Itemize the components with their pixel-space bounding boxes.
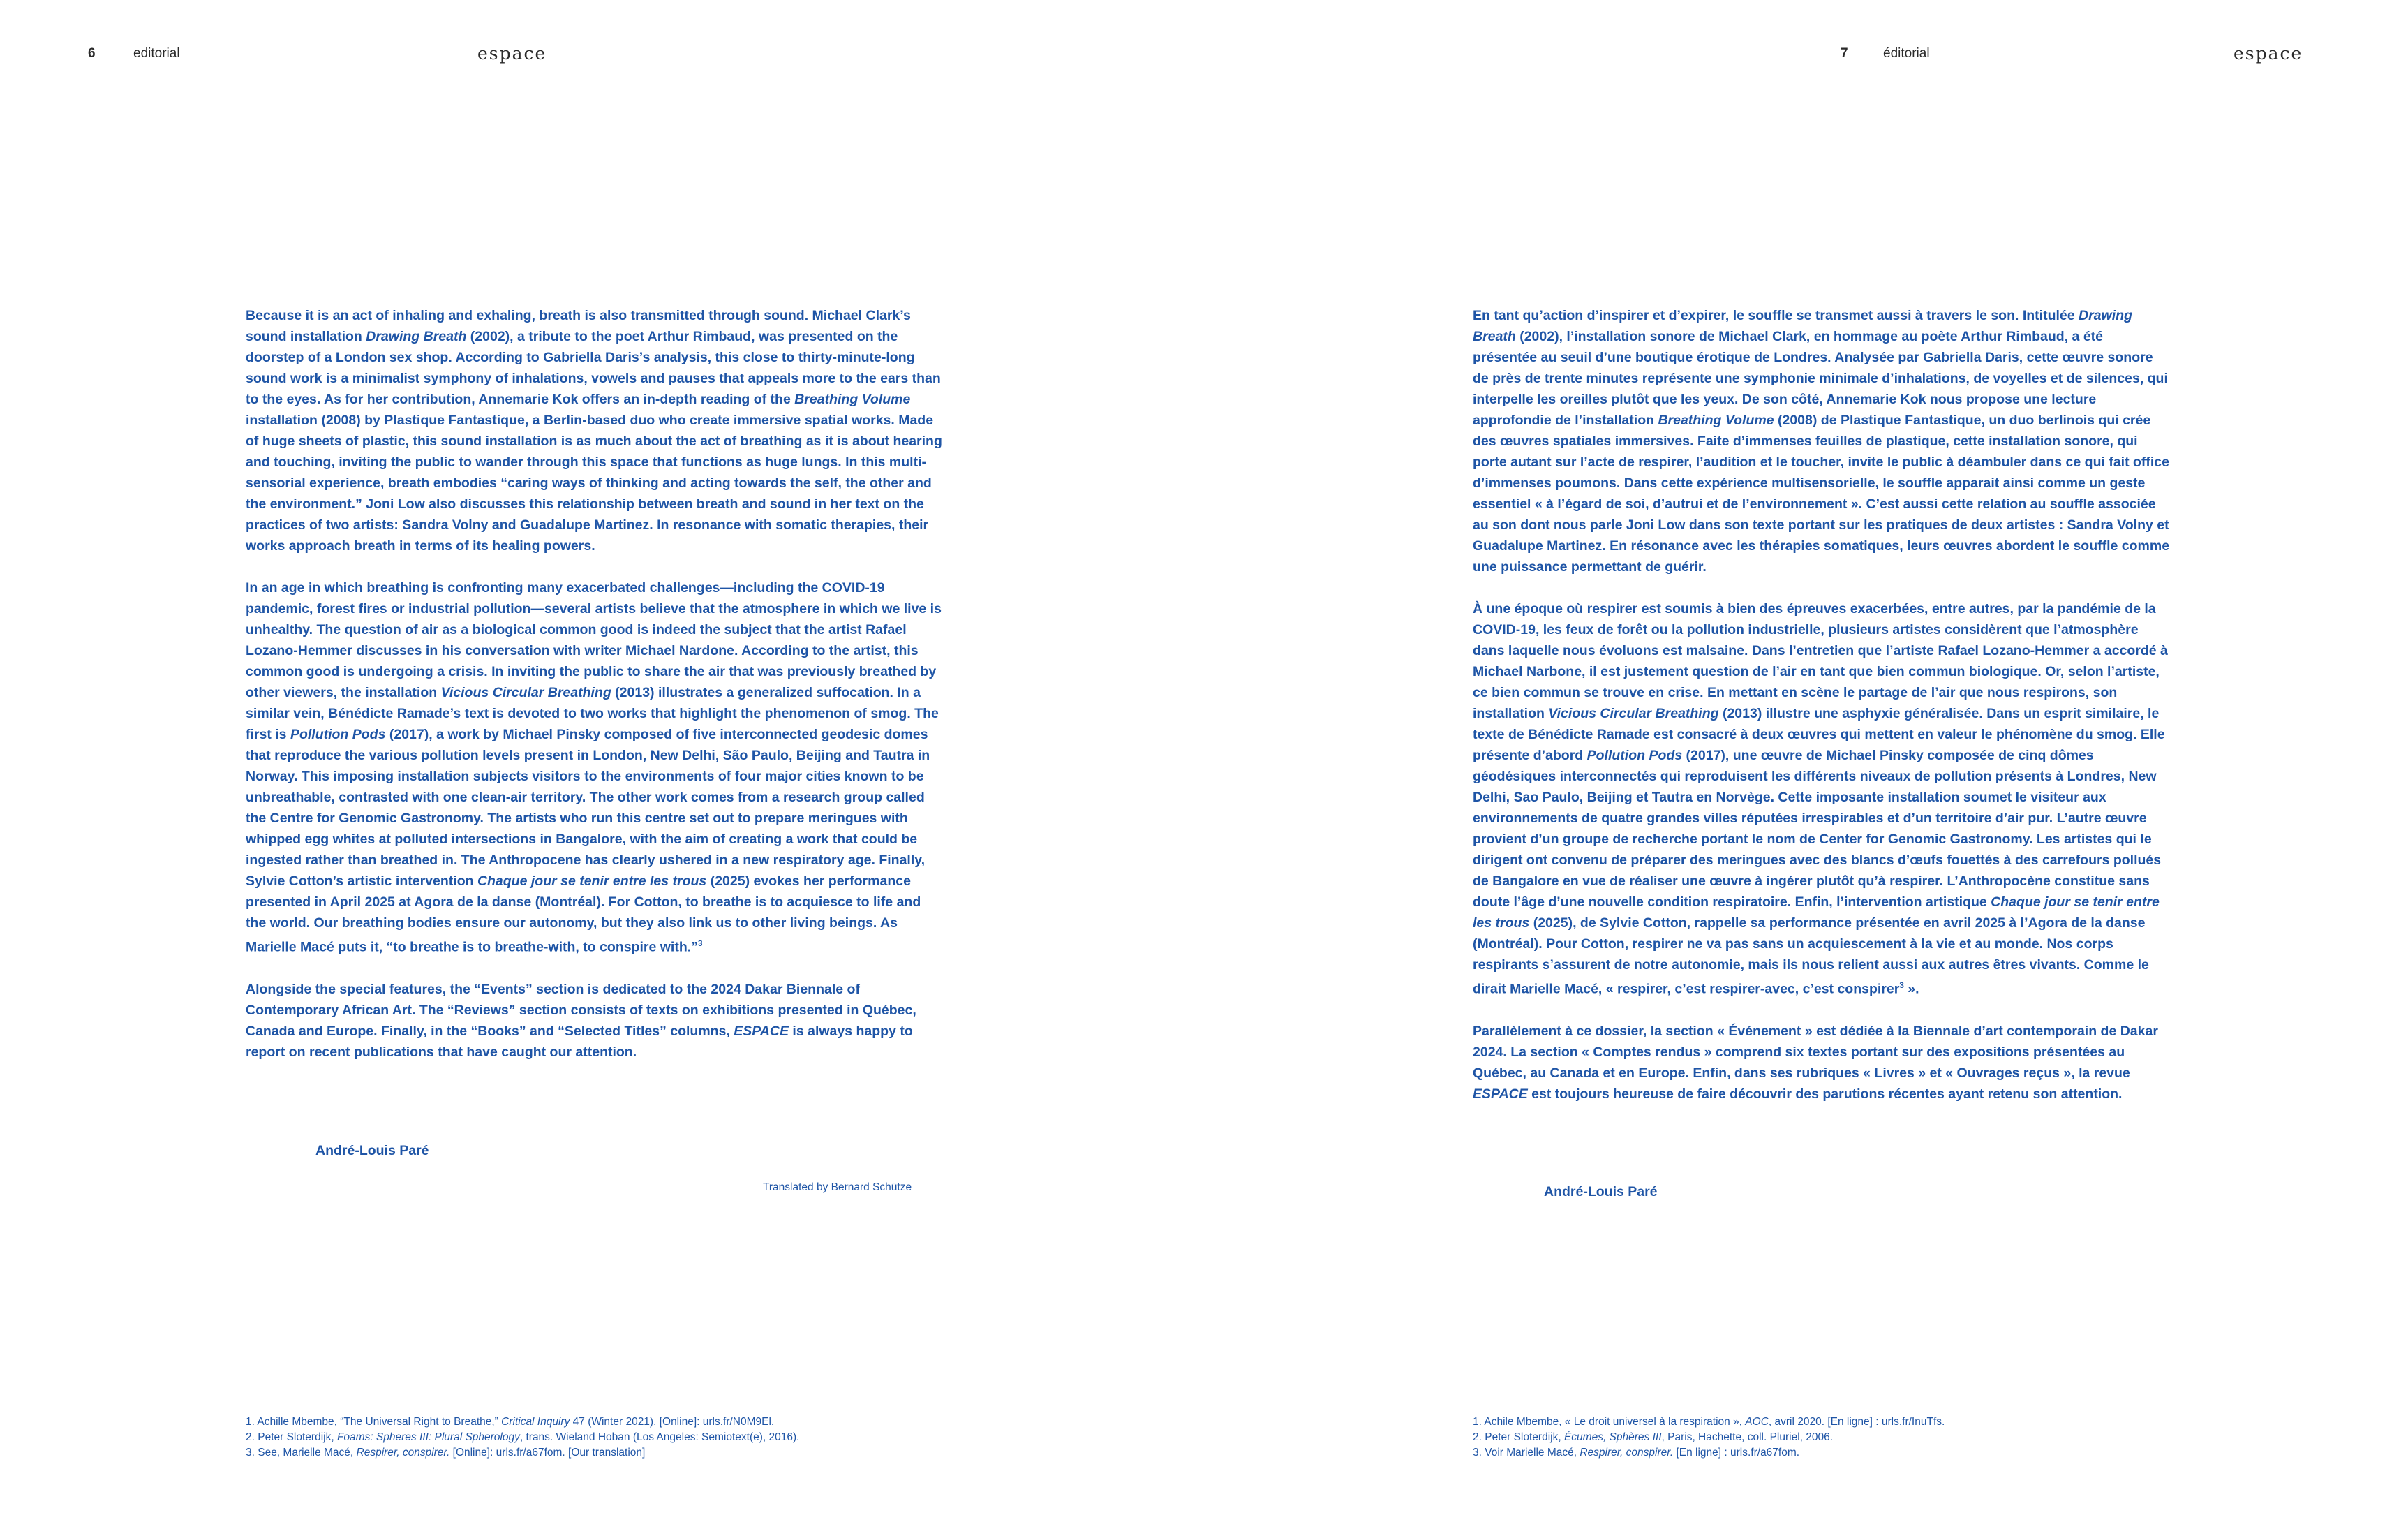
author-signature: André-Louis Paré — [1544, 1184, 1658, 1199]
editorial-body-en — [246, 305, 944, 1084]
section-label: éditorial — [1883, 46, 1930, 61]
footnote: 3. Voir Marielle Macé, Respirer, conspirer. [En ligne] : urls.fr/a67fom. — [1473, 1447, 1800, 1459]
paragraph: Because it is an act of inhaling and exhaling, breath is also transmitted through sound. Michael Clark’s sound installation Drawing Breath (2002), a tribute to the poet Arthur Rimbaud, was presented on the doorstep of a London sex shop. According to Gabriella Daris’s analysis, this close to thirty-minute-long sound work is a minimalist symphony of inhalations, vowels and pauses that appeals more to the ears than to the eyes. As for her contribution, Annemarie Kok offers an in-depth reading of the Breathing Volume installation (2008) by Plastique Fantastique, a Berlin-based duo who create immersive spatial works. Made of huge sheets of plastic, this sound installation is as much about the act of breathing as it is about hearing and touching, inviting the public to wander through this space that functions as huge lungs. In this multi-sensorial experience, breath embodies “caring ways of thinking and acting towards the self, the other and the environment.” Joni Low also discusses this relationship between breath and sound in her text on the practices of two artists: Sandra Volny and Guadalupe Martinez. In resonance with somatic therapies, their works approach breath in terms of its healing powers. — [246, 308, 942, 554]
espace-logo: espace — [2234, 43, 2303, 64]
page-number: 7 — [1841, 46, 1848, 61]
footnote: 3. See, Marielle Macé, Respirer, conspirer. [Online]: urls.fr/a67fom. [Our translation] — [246, 1447, 646, 1459]
footnote: 1. Achille Mbembe, “The Universal Right to Breathe,” Critical Inquiry 47 (Winter 2021). [Online]: urls.fr/N0M9El. — [246, 1416, 775, 1428]
section-label: editorial — [133, 46, 180, 61]
paragraph: En tant qu’action d’inspirer et d’expirer, le souffle se transmet aussi à travers le son. Intitulée Drawing Breath (2002), l’installation sonore de Michael Clark, en hommage au poète Arthur Rimbaud, a été présentée au seuil d’une boutique érotique de Londres. Analysée par Gabriella Daris, cette œuvre sonore de près de trente minutes représente une symphonie minimale d’inhalations, de voyelles et de silences, qui interpelle les oreilles plutôt que les yeux. De son côté, Annemarie Kok nous propose une lecture approfondie de l’installation Breathing Volume (2008) de Plastique Fantastique, un duo berlinois qui crée des œuvres spatiales immersives. Faite d’immenses feuilles de plastique, cette installation sonore, qui porte autant sur l’acte de respirer, l’audition et le toucher, invite le public à déambuler dans ce qui fait office d’immenses poumons. Dans cette expérience multisensorielle, le souffle apparait ainsi comme un geste essentiel « à l’égard de soi, d’autrui et de l’environnement ». C’est aussi cette relation au souffle associée au son dont nous parle Joni Low dans son texte portant sur les pratiques de deux artistes : Sandra Volny et Guadalupe Martinez. En résonance avec les thérapies somatiques, leurs œuvres abordent le souffle comme une puissance permettant de guérir. — [1473, 308, 2170, 575]
espace-logo: espace — [477, 43, 547, 64]
footnote: 2. Peter Sloterdijk, Écumes, Sphères III, Paris, Hachette, coll. Pluriel, 2006. — [1473, 1431, 1834, 1443]
footnotes — [1473, 1415, 2171, 1461]
paragraph: À une époque où respirer est soumis à bien des épreuves exacerbées, entre autres, par la pandémie de la COVID-19, les feux de forêt ou la pollution industrielle, plusieurs artistes considèrent que l’atmosphère dans laquelle nous évoluons est malsaine. Dans l’entretien que l’artiste Rafael Lozano-Hemmer a accordé à Michael Narbone, il est justement question de l’air en tant que bien commun biologique. Or, selon l’artiste, ce bien commun se trouve en crise. En mettant en scène le partage de l’air que nous respirons, son installation Vicious Circular Breathing (2013) illustre une asphyxie généralisée. Dans un esprit similaire, le texte de Bénédicte Ramade est consacré à deux œuvres qui mettent en valeur le phénomène du smog. Elle présente d’abord Pollution Pods (2017), une œuvre de Michael Pinsky composée de cinq dômes géodésiques interconnectés qui reproduisent les différents niveaux de pollution présents à Londres, New Delhi, Sao Paulo, Beijing et Tautra en Norvège. Cette imposante installation soumet le visiteur aux environnements de quatre grandes villes réputées irrespirables et d’un territoire d’air pur. L’autre œuvre provient d’un groupe de recherche portant le nom de Center for Genomic Gastronomy. Les artistes qui le dirigent ont convenu de préparer des meringues avec des blancs d’œufs fouettés à des carrefours pollués de Bangalore en vue de réaliser une œuvre à ingérer plutôt qu’à respirer. L’Anthropocène constitue sans doute l’âge d’une nouvelle condition respiratoire. Enfin, l’intervention artistique Chaque jour se tenir entre les trous (2025), de Sylvie Cotton, rappelle sa performance présentée en avril 2025 à l’Agora de la danse (Montréal). Pour Cotton, respirer ne va pas sans un acquiescement à la vie et au monde. Nos corps respirants s’assurent de notre autonomie, mais ils nous relient aussi aux autres êtres vivants. Comme le dirait Marielle Macé, « respirer, c’est respirer-avec, c’est conspirer$^3$ ». — [1473, 601, 2168, 997]
editorial-body-fr — [1473, 305, 2171, 1125]
paragraph: Alongside the special features, the “Events” section is dedicated to the 2024 Dakar Biennale of Contemporary African Art. The “Reviews” section consists of texts on exhibitions presented in Québec, Canada and Europe. Finally, in the “Books” and “Selected Titles” columns, ESPACE is always happy to report on recent publications that have caught our attention. — [246, 981, 916, 1060]
footnotes — [246, 1415, 944, 1461]
translator-credit: Translated by Bernard Schütze — [763, 1181, 912, 1193]
page-right — [1204, 0, 2408, 1536]
footnote: 1. Achile Mbembe, « Le droit universel à la respiration », AOC, avril 2020. [En ligne] : urls.fr/InuTfs. — [1473, 1416, 1945, 1428]
paragraph: Parallèlement à ce dossier, la section « Événement » est dédiée à la Biennale d’art contemporain de Dakar 2024. La section « Comptes rendus » comprend six textes portant sur des expositions présentées au Québec, au Canada et en Europe. Enfin, dans ses rubriques « Livres » et « Ouvrages reçus », la revue ESPACE est toujours heureuse de faire découvrir des parutions récentes ayant retenu son attention. — [1473, 1023, 2158, 1102]
author-signature: André-Louis Paré — [315, 1143, 429, 1158]
footnote: 2. Peter Sloterdijk, Foams: Spheres III: Plural Spherology, trans. Wieland Hoban (Los Angeles: Semiotext(e), 2016). — [246, 1431, 800, 1443]
page-number: 6 — [88, 46, 96, 61]
paragraph: In an age in which breathing is confronting many exacerbated challenges—including the COVID-19 pandemic, forest fires or industrial pollution—several artists believe that the atmosphere in which we live is unhealthy. The question of air as a biological common good is indeed the subject that the artist Rafael Lozano-Hemmer discusses in his conversation with writer Michael Nardone. According to the artist, this common good is undergoing a crisis. In inviting the public to share the air that was previously breathed by other viewers, the installation Vicious Circular Breathing (2013) illustrates a generalized suffocation. In a similar vein, Bénédicte Ramade’s text is devoted to two works that highlight the phenomenon of smog. The first is Pollution Pods (2017), a work by Michael Pinsky composed of five interconnected geodesic domes that reproduce the various pollution levels present in London, New Delhi, São Paulo, Beijing and Tautra in Norway. This imposing installation subjects visitors to the environments of four major cities known to be unbreathable, contrasted with one clean-air territory. The other work comes from a research group called the Centre for Genomic Gastronomy. The artists who run this centre set out to prepare meringues with whipped egg whites at polluted intersections in Bangalore, with the aim of creating a work that could be ingested rather than breathed in. The Anthropocene has clearly ushered in a new respiratory age. Finally, Sylvie Cotton’s artistic intervention Chaque jour se tenir entre les trous (2025) evokes her performance presented in April 2025 at Agora de la danse (Montréal). For Cotton, to breathe is to acquiesce to life and the world. Our breathing bodies ensure our autonomy, but they also link us to other living beings. As Marielle Macé puts it, “to breathe is to breathe-with, to conspire with.”$^3$ — [246, 580, 942, 955]
